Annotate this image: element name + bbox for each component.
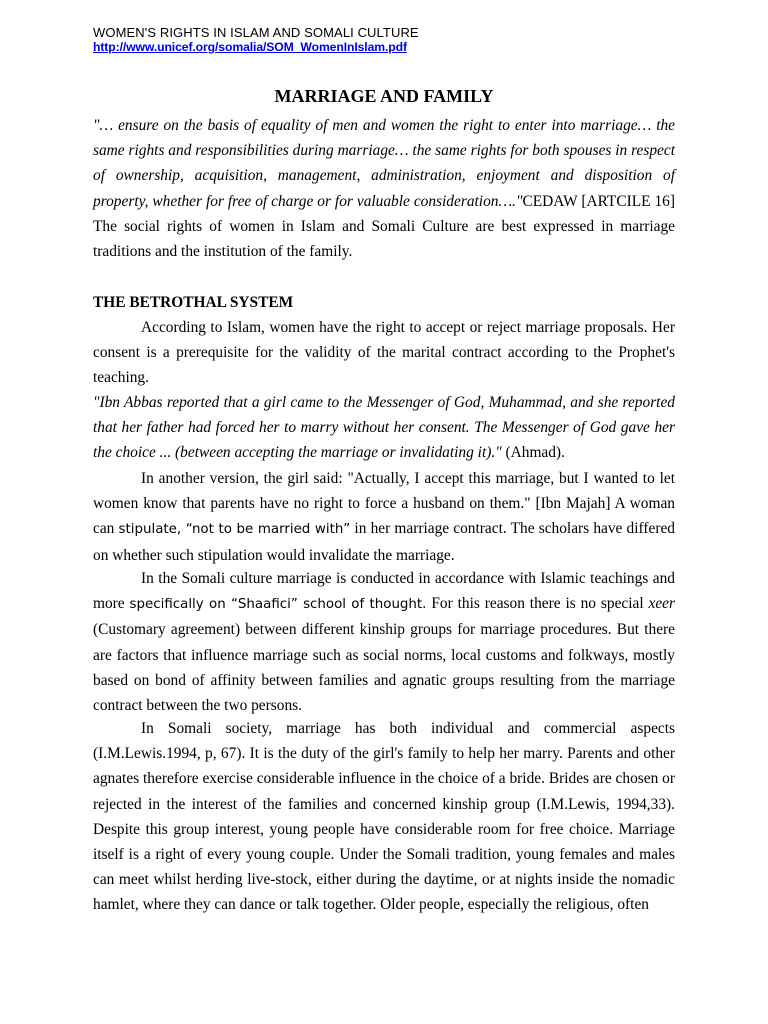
cedaw-quote: "… ensure on the basis of equality of men and women the right to enter into marriage… the same rights and responsibilities during marriage… the same rights for both spouses in respect of ownership, acquisition, management, administration, enjoyment and disposition of property, whether for free of charge or for valuable consideration….": [93, 117, 675, 210]
paragraph-another-version: [93, 466, 675, 568]
running-header: WOMEN'S RIGHTS IN ISLAM AND SOMALI CULTURE: [93, 25, 419, 40]
p4-text-d: (Customary agreement) between different kinship groups for marriage procedures. But there are factors that influence marriage such as social norms, local customs and folkways, mostly based on bond of affinity between families and agnatic groups resulting from the marriage contract between the two persons.: [93, 621, 675, 715]
intro-text: CEDAW [ARTCILE 16] The social rights of women in Islam and Somali Culture are best expressed in marriage traditions and the institution of the family.: [93, 192, 676, 261]
p4-text-c: For this reason there is no special: [426, 595, 649, 613]
source-link[interactable]: http://www.unicef.org/somalia/SOM_WomenInIslam.pdf: [93, 40, 407, 54]
p4-text-a: In the Somali culture marriage is conducted in accordance with Islamic teachings and more: [93, 570, 675, 613]
paragraph-somali-society: In Somali society, marriage has both individual and commercial aspects (I.M.Lewis.1994, p, 67). It is the duty of the girl's family to help her marry. Parents and other agnates therefore exercise considerable influence in the choice of a bride. Brides are chosen or rejected in the interest of the families and concerned kinship group (I.M.Lewis, 1994,33). Despite this group interest, young people have considerable room for free choice. Marriage itself is a right of every young couple. Under the Somali tradition, young females and males can meet whilst herding live-stock, either during the daytime, or at nights inside the nomadic hamlet, where they can dance or talk together. Older people, especially the religious, often: [93, 720, 675, 914]
paragraph-consent: According to Islam, women have the right to accept or reject marriage proposals. Her consent is a prerequisite for the validity of the marital contract according to the Prophet's teaching.: [93, 319, 675, 387]
document-page: [93, 0, 675, 1024]
p4-school-of-thought: specifically on “Shaafici” school of thought.: [129, 597, 427, 613]
section-heading: THE BETROTHAL SYSTEM: [93, 294, 294, 311]
intro-paragraph: [93, 113, 675, 264]
paragraph-somali-culture: [93, 566, 675, 718]
p3-text-a: In another version, the girl said: "Actually, I accept this marriage, but I wanted to let women know that parents have no right to force a husband on them." [Ibn Majah] A woman can: [93, 470, 675, 538]
hadith-quote: "Ibn Abbas reported that a girl came to the Messenger of God, Muhammad, and she reported that her father had forced her to marry without her consent. The Messenger of God gave her the choice ... (between accepting the marriage or invalidating it).": [93, 394, 675, 462]
page-title: MARRIAGE AND FAMILY: [274, 86, 494, 106]
p4-xeer: xeer: [648, 595, 675, 613]
p3-text-c: in her marriage contract. The scholars have differed on whether such stipulation would invalidate the marriage.: [93, 520, 675, 564]
hadith-quote-paragraph: [93, 390, 675, 466]
hadith-source: (Ahmad).: [501, 444, 565, 462]
p3-stipulation: stipulate, “not to be married with”: [118, 522, 351, 538]
